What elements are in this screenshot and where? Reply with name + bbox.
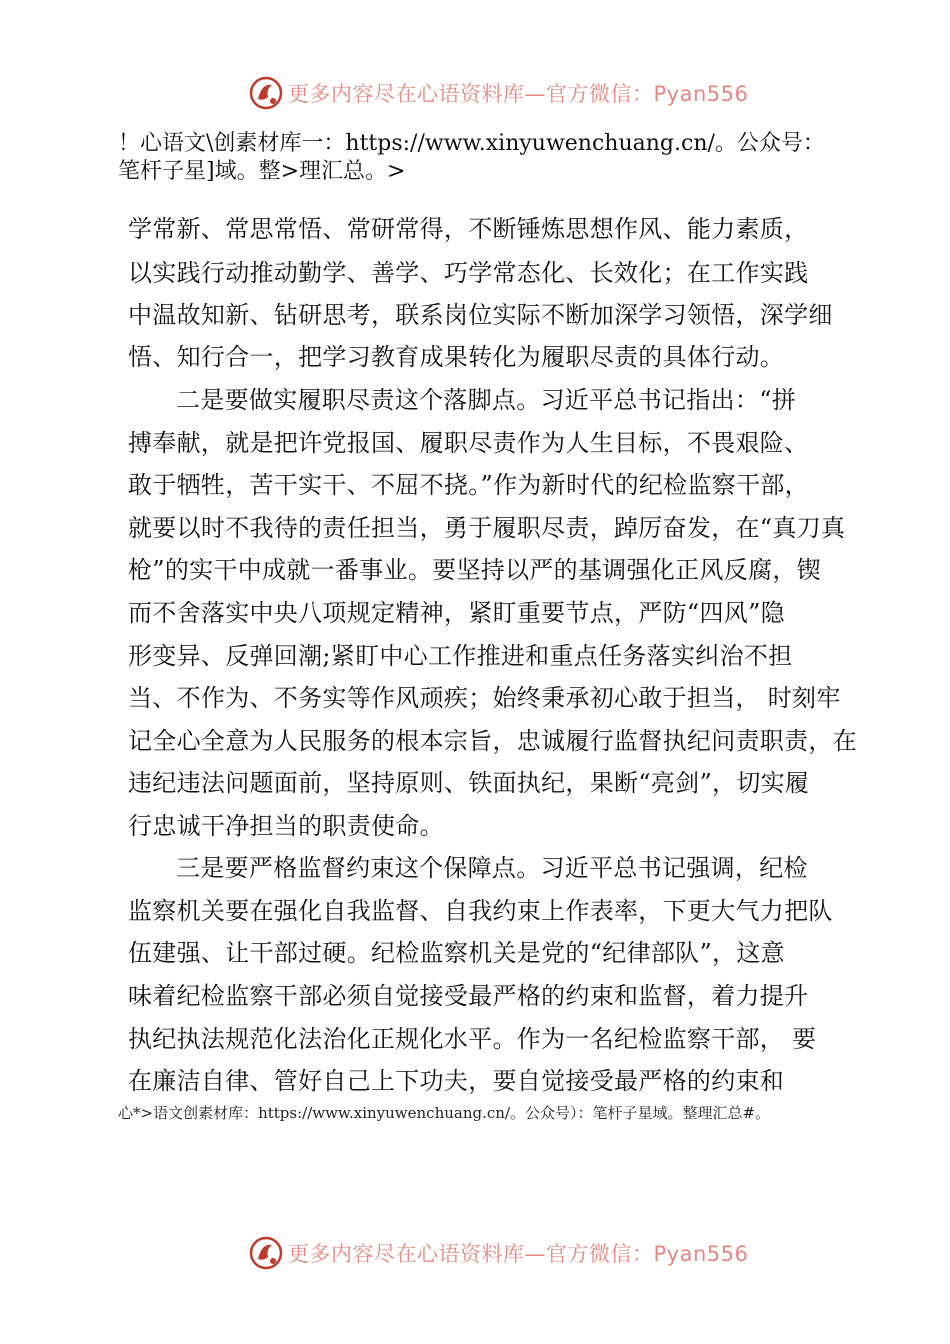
body-line: 而不舍落实中央八项规定精神，紧盯重要节点，严防“四风”隐 (128, 599, 785, 627)
body-line: 敢于牺牲，苦干实干、不屈不挠。”作为新时代的纪检监察干部， (128, 471, 809, 499)
bottom-banner (248, 1233, 768, 1273)
body-line: 中温故知新、钻研思考，联系岗位实际不断加深学习领悟，深学细 (128, 301, 833, 329)
body-line: 当、不作为、不务实等作风顽疾；始终秉承初心敢于担当， 时刻牢 (128, 684, 841, 712)
header-line-1: ！心语文\创素材库一：https://www.xinyuwenchuang.cn/。公众号： (118, 131, 825, 156)
banner-text: 更多内容尽在心语资料库—官方微信：Pyan556 (288, 82, 749, 106)
paragraph-start: 三是要严格监督约束这个保障点。习近平总书记强调，纪检 (176, 854, 808, 882)
logo-icon (248, 1235, 284, 1271)
body-line: 以实践行动推动勤学、善学、巧学常态化、长效化；在工作实践 (128, 259, 809, 287)
body-line: 违纪违法问题面前，坚持原则、铁面执纪，果断“亮剑”，切实履 (128, 769, 810, 797)
body-line: 搏奉献，就是把许党报国、履职尽责作为人生目标，不畏艰险、 (128, 429, 809, 457)
paragraph-start: 二是要做实履职尽责这个落脚点。习近平总书记指出：“拼 (176, 386, 797, 414)
body-line: 学常新、常思常悟、常研常得，不断锤炼思想作风、能力素质， (128, 215, 809, 243)
body-line: 监察机关要在强化自我监督、自我约束上作表率，下更大气力把队 (128, 897, 833, 925)
logo-icon (248, 75, 284, 111)
body-line: 伍建强、让干部过硬。纪检监察机关是党的“纪律部队”，这意 (128, 939, 785, 967)
footer-watermark: 心*>语文创素材库：https://www.xinyuwenchuang.cn/。公众号）：笔杆子星域。整理汇总#。 (118, 1104, 771, 1122)
body-line: 在廉洁自律、管好自己上下功夫，要自觉接受最严格的约束和 (128, 1067, 785, 1095)
body-line: 味着纪检监察干部必须自觉接受最严格的约束和监督，着力提升 (128, 982, 809, 1010)
header-line-2: 笔杆子星]域。整>理汇总。> (118, 159, 406, 184)
banner-text: 更多内容尽在心语资料库—官方微信：Pyan556 (288, 1242, 749, 1266)
top-banner (248, 73, 768, 113)
body-line: 枪”的实干中成就一番事业。要坚持以严的基调强化正风反腐，锲 (128, 556, 821, 584)
body-line: 记全心全意为人民服务的根本宗旨，忠诚履行监督执纪问责职责，在 (128, 727, 857, 755)
body-line: 悟、知行合一，把学习教育成果转化为履职尽责的具体行动。 (128, 343, 785, 371)
body-line: 形变异、反弹回潮;紧盯中心工作推进和重点任务落实纠治不担 (128, 642, 793, 670)
body-line: 行忠诚干净担当的职责使命。 (128, 812, 444, 840)
body-line: 就要以时不我待的责任担当，勇于履职尽责，踔厉奋发，在“真刀真 (128, 514, 846, 542)
body-line: 执纪执法规范化法治化正规化水平。作为一名纪检监察干部， 要 (128, 1025, 817, 1053)
